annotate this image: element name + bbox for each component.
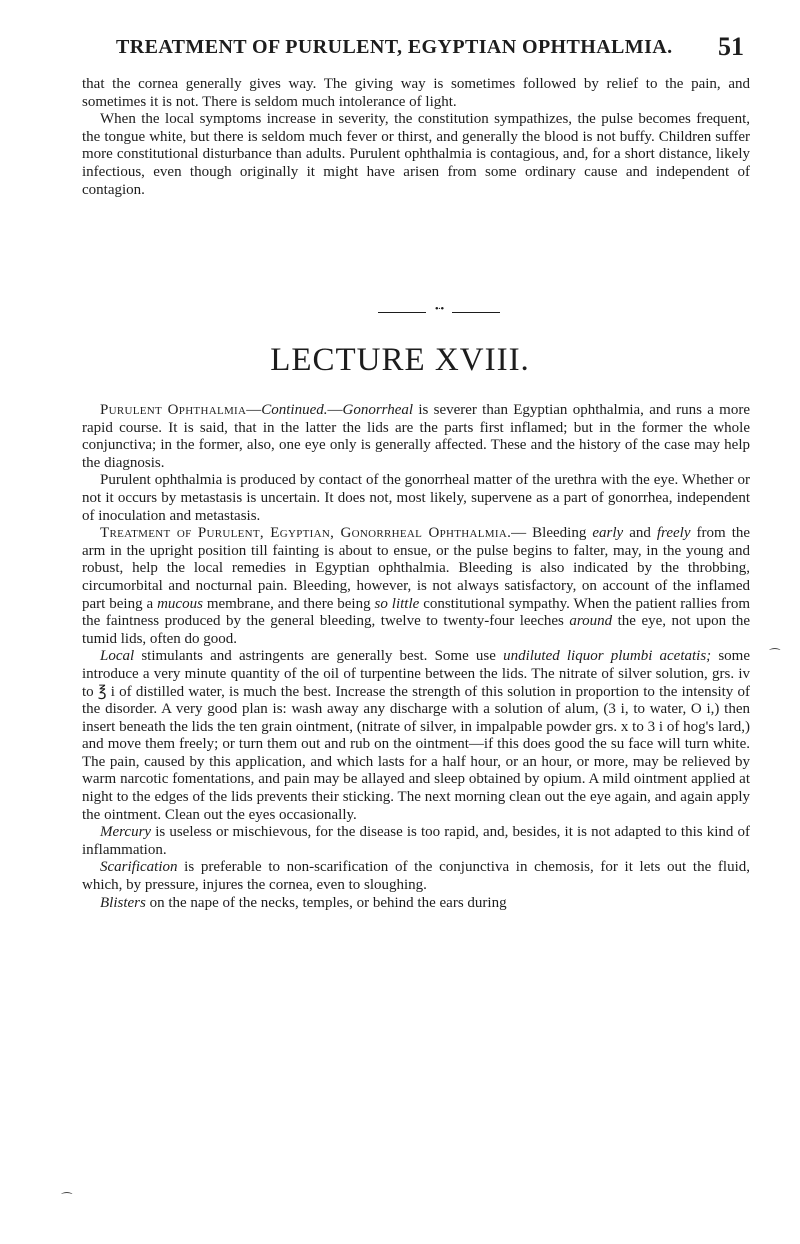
lecture-text [82,402,750,912]
lecture-paragraph-5: Mercury is useless or mischievous, for the disease is too rapid, and, besides, it is not adapted to this kind of inflammation. [82,824,750,858]
intro-paragraph-2: When the local symptoms increase in severity, the constitution sympathizes, the pulse becomes frequent, the tongue white, but there is seldom much fever or thirst, and generally the blood is not buffy. Children suffer more constitutional disturbance than adults. Purulent ophthalmia is contagious, and, for a short distance, likely infectious, even though originally it might have arisen from some ordinary cause and independent of contagion. [82,111,750,198]
lecture-paragraph-4: Local stimulants and astringents are generally best. Some use undiluted liquor plumbi acetatis; some introduce a very minute quantity of the oil of turpentine between the lids. The nitrate of silver solution, grs. iv to ℥ i of distilled water, is much the best. Increase the strength of this solution in proportion to the intensity of the disorder. A very good plan is: wash away any discharge with a solution of alum, (3 i, to water, O i,) then insert beneath the lids the ten grain ointment, (nitrate of silver, in impalpable powder grs. x to 3 i of hog's lard,) and move them freely; or turn them out and rub on the ointment—if this does good the su face will turn white. The pain, caused by this application, and which lasts for a half hour, or an hour, or more, may be relieved by warm narcotic fomentations, and pain may be allayed and sleep obtained by opium. A mild ointment applied at night to the edges of the lids prevents their sticking. The next morning clean out the eye again, and again apply the ointment. Clean out the eyes occasionally. [82,648,750,823]
divider-line-left [378,312,426,313]
lecture-paragraph-2: Purulent ophthalmia is produced by contact of the gonorrheal matter of the urethra with the eye. Whether or not it occurs by metastasis is uncertain. It does not, most likely, supervene as a part of gonorrhea, independent of inoculation and metastasis. [82,472,750,524]
section-divider [378,303,500,320]
margin-mark: ⁀ [770,648,780,662]
intro-paragraph-1: that the cornea generally gives way. The giving way is sometimes followed by relief to the pain, and sometimes it is not. There is seldom much intolerance of light. [82,76,750,110]
divider-ornament: •·• [434,303,444,315]
lecture-paragraph-1: Purulent Ophthalmia—Continued.—Gonorrheal is severer than Egyptian ophthalmia, and runs a more rapid course. It is said, that in the latter the lids are the parts first inflamed; but in the former the whole conjunctiva; in the former, also, one eye only is generally affected. These and the history of the case may help the diagnosis. [82,402,750,471]
lecture-paragraph-3: Treatment of Purulent, Egyptian, Gonorrheal Ophthalmia.— Bleeding early and freely from the arm in the upright position till fainting is about to ensue, or the pulse begins to falter, may, in the young and robust, help the local remedies in Egyptian ophthalmia. Bleeding is also indicated by the throbbing, circumorbital and nocturnal pain. Bleeding, however, is not always satisfactory, on account of the inflamed part being a mucous membrane, and there being so little constitutional sympathy. When the patient rallies from the faintness produced by the general bleeding, twelve to twenty-four leeches around the eye, not upon the tumid lids, often do good. [82,525,751,647]
divider-line-right [452,312,500,313]
running-title: TREATMENT OF PURULENT, EGYPTIAN OPHTHALMIA. [116,36,673,58]
topic-lead: Purulent Ophthalmia [100,402,247,418]
running-head [116,32,744,66]
lecture-heading: LECTURE XVIII. [270,342,530,378]
gonorrheal-label: Gonorrheal [342,402,414,418]
lecture-paragraph-7: Blisters on the nape of the necks, temples, or behind the ears during [100,894,507,911]
page-number: 51 [718,32,744,61]
continued-label: Continued. [261,402,328,418]
lecture-paragraph-6: Scarification is preferable to non-scarification of the conjunctiva in chemosis, for it lets out the fluid, which, by pressure, injures the cornea, even to sloughing. [82,859,750,894]
intro-text [82,76,750,199]
treatment-heading: Treatment of Purulent, Egyptian, Gonorrheal Ophthalmia. [100,525,512,542]
margin-mark-bottom: ⁀ [62,1192,72,1206]
